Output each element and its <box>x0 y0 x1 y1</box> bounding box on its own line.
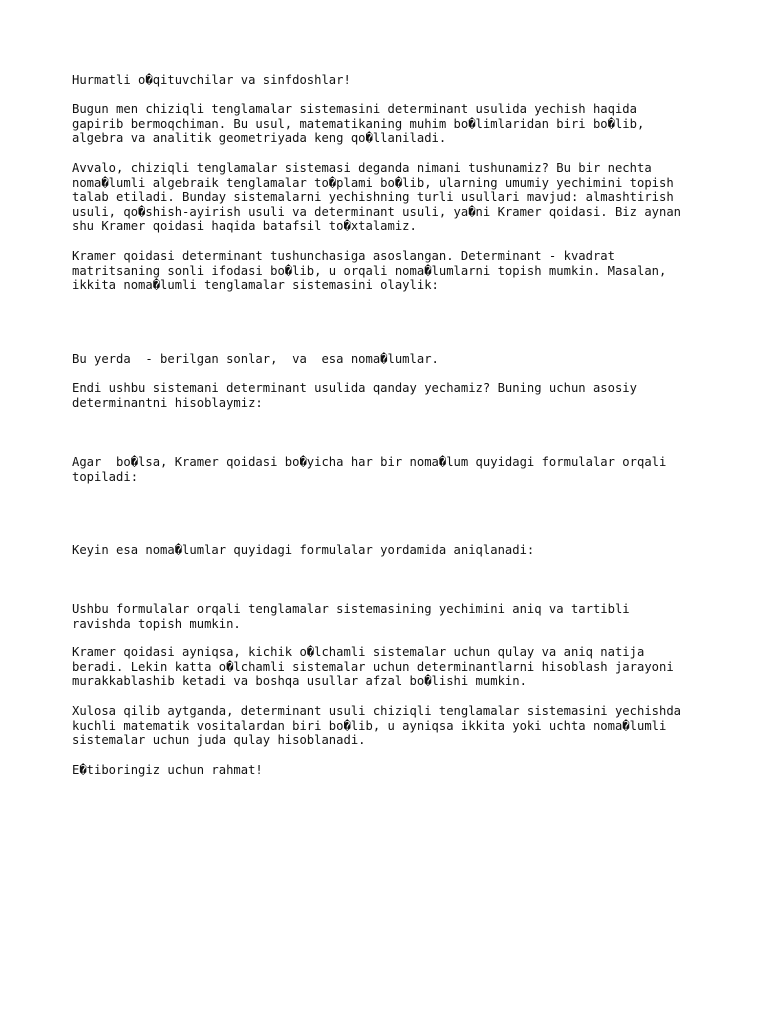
formulas-intro-paragraph: Keyin esa noma�lumlar quyidagi formulalar yordamida aniqlanadi: <box>72 543 535 557</box>
conclusion-paragraph: Xulosa qilib aytganda, determinant usuli chiziqli tenglamalar sistemasini yechishda kuchli matematik vositalardan biri bo�lib, u ayniqsa ikkita yoki uchta noma�lumli sistemalar uchun juda qulay hisoblanadi. <box>72 704 682 748</box>
definition-paragraph: Avvalo, chiziqli tenglamalar sistemasi deganda nimani tushunamiz? Bu bir nechta noma�lumli algebraik tenglamalar to�plami bo�lib, ularning umumiy yechimini topish talab etiladi. Bunday sistemalarni yechishning turli usullari mavjud: almashtirish usuli, qo�shish-ayirish usuli va determinant usuli, ya�ni Kramer qoidasi. Biz aynan shu Kramer qoidasi haqida batafsil to�xtalamiz. <box>72 161 682 234</box>
limitations-paragraph: Kramer qoidasi ayniqsa, kichik o�lchamli sistemalar uchun qulay va aniq natija beradi. Lekin katta o�lchamli sistemalar uchun determinantlarni hisoblash jarayoni murakkablashib ketadi va boshqa usullar afzal bo�lishi mumkin. <box>72 645 674 689</box>
main-determinant-paragraph: Endi ushbu sistemani determinant usulida qanday yechamiz? Buning uchun asosiy determinantni hisoblaymiz: <box>72 381 637 410</box>
solution-paragraph: Ushbu formulalar orqali tenglamalar sistemasining yechimini aniq va tartibli ravishda topish mumkin. <box>72 602 630 631</box>
cramer-intro-paragraph: Kramer qoidasi determinant tushunchasiga asoslangan. Determinant - kvadrat matritsaning sonli ifodasi bo�lib, u orqali noma�lumlarni topish mumkin. Masalan, ikkita noma�lumli tenglamalar sistemasini olaylik: <box>72 249 667 293</box>
greeting-paragraph: Hurmatli o�qituvchilar va sinfdoshlar! <box>72 73 351 87</box>
condition-paragraph: Agar bo�lsa, Kramer qoidasi bo�yicha har bir noma�lum quyidagi formulalar orqali topiladi: <box>72 455 667 484</box>
closing-paragraph: E�tiboringiz uchun rahmat! <box>72 763 263 777</box>
intro-paragraph: Bugun men chiziqli tenglamalar sistemasini determinant usulida yechish haqida gapirib bermoqchiman. Bu usul, matematikaning muhim bo�limlaridan biri bo�lib, algebra va analitik geometriyada keng qo�llaniladi. <box>72 102 645 146</box>
variables-paragraph: Bu yerda - berilgan sonlar, va esa noma�lumlar. <box>72 352 439 366</box>
